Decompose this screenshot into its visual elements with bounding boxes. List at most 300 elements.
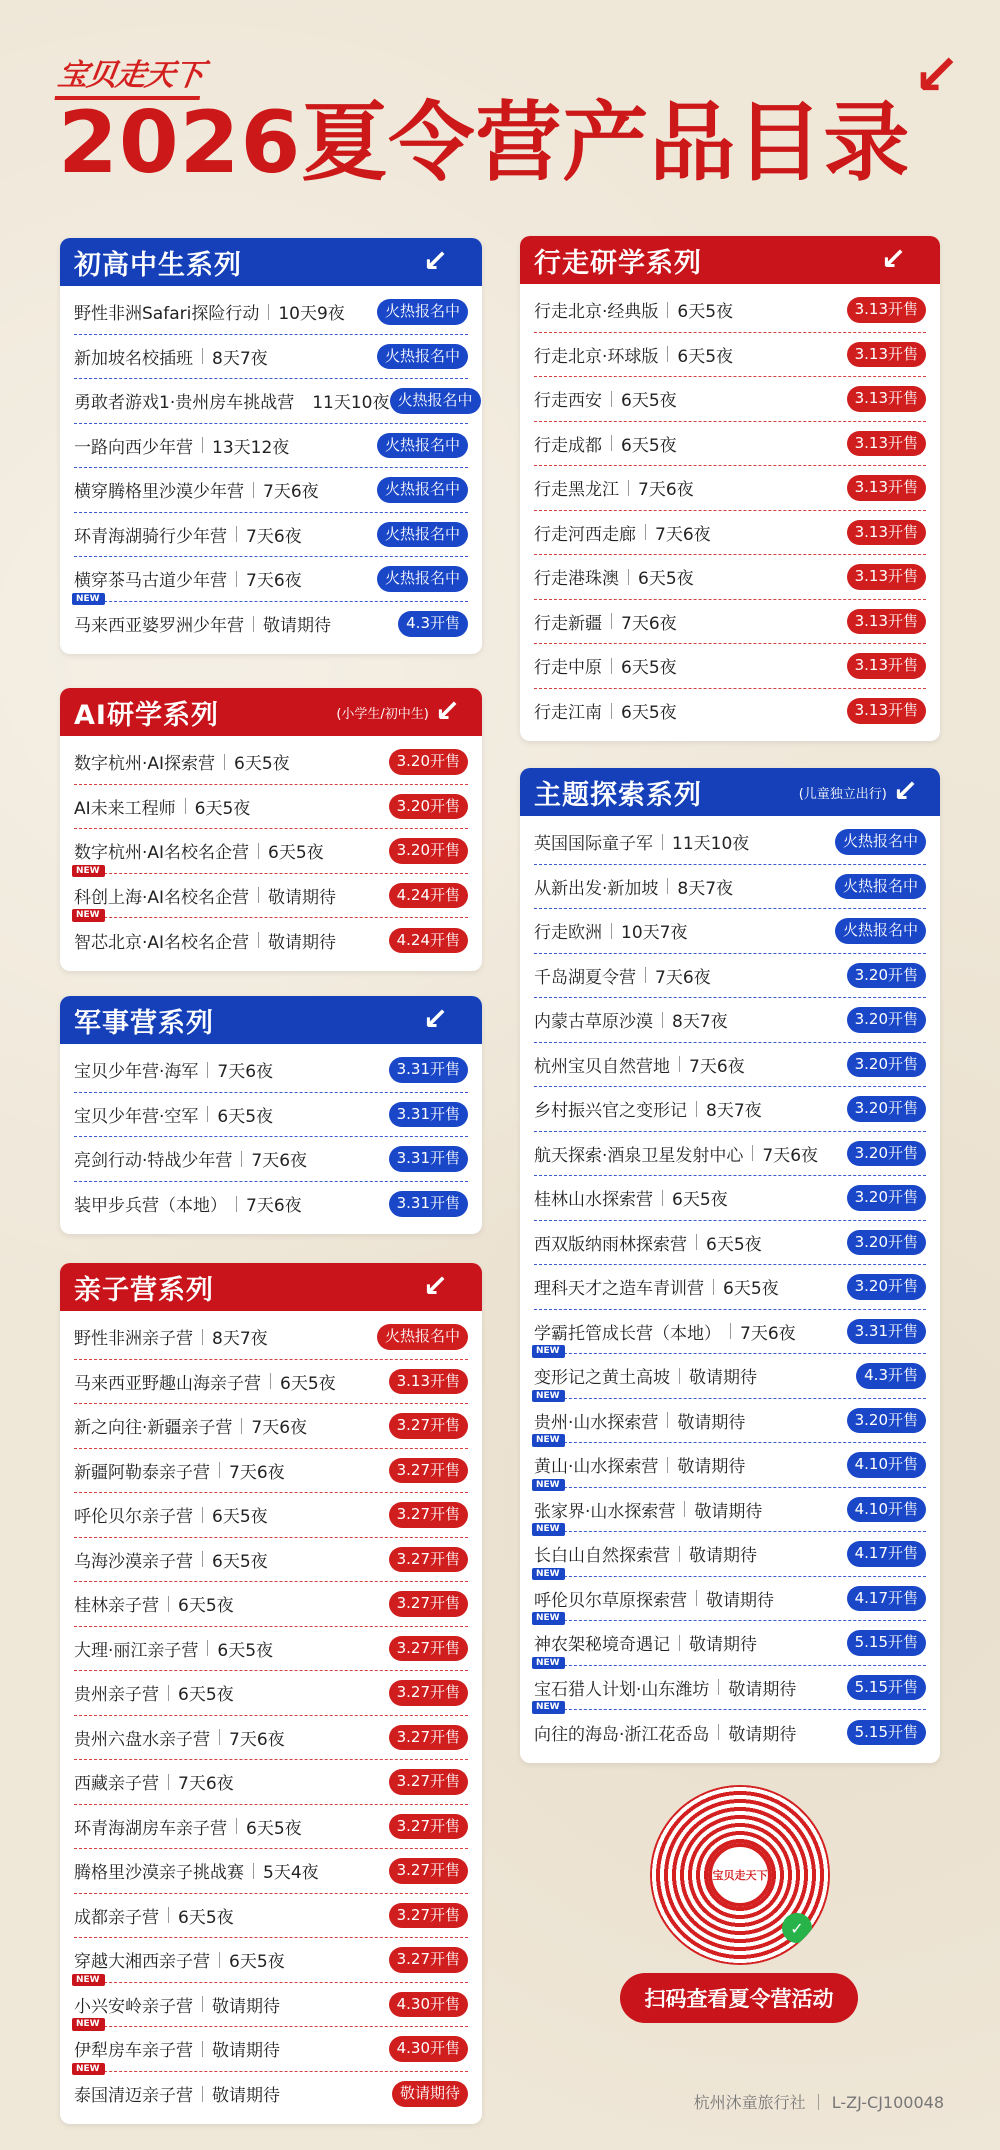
status-badge: 4.3开售 <box>398 611 468 637</box>
brand-logo: 宝贝走天下 <box>54 50 206 100</box>
section-header <box>520 236 940 284</box>
item-name: 学霸托管成长营（本地） <box>534 1323 721 1344</box>
item-duration: 7天6夜 <box>251 1151 308 1172</box>
status-badge: 3.13开售 <box>847 342 926 368</box>
item-name: 英国国际童子军 <box>534 834 653 855</box>
divider <box>219 1952 220 1968</box>
item-name: 乡村振兴官之变形记 <box>534 1101 687 1122</box>
item-name: 神农架秘境奇遇记 <box>534 1635 670 1656</box>
divider <box>258 887 259 903</box>
section-list <box>60 1311 482 2124</box>
list-item[interactable] <box>534 1176 926 1221</box>
list-item[interactable] <box>74 1974 468 2028</box>
divider <box>207 1106 208 1122</box>
item-name: 大理·丽江亲子营 <box>74 1640 199 1661</box>
item-name: 环青海湖房车亲子营 <box>74 1818 227 1839</box>
item-duration: 敬请期待 <box>728 1679 797 1700</box>
list-item[interactable] <box>534 1265 926 1310</box>
item-name: 行走北京·经典版 <box>534 302 659 323</box>
divider <box>679 1368 680 1384</box>
item-name: AI未来工程师 <box>74 798 176 819</box>
item-name: 智芯北京·AI名校名企营 <box>74 932 250 953</box>
list-item[interactable] <box>534 1613 926 1666</box>
item-name: 勇敢者游戏1·贵州房车挑战营 <box>74 393 295 414</box>
divider <box>679 1635 680 1651</box>
status-badge: 3.13开售 <box>847 297 926 323</box>
status-badge: 火热报名中 <box>377 566 468 592</box>
section-header <box>60 688 482 736</box>
status-badge: 3.27开售 <box>389 1502 468 1528</box>
new-badge: NEW <box>532 1568 565 1581</box>
list-item[interactable] <box>74 1315 468 1360</box>
list-item[interactable] <box>74 740 468 785</box>
status-badge: 3.20开售 <box>847 1274 926 1300</box>
divider <box>168 1685 169 1701</box>
item-name: 行走港珠澳 <box>534 569 619 590</box>
arrow-down-left-icon: ↙ <box>880 242 906 277</box>
list-item[interactable] <box>74 1093 468 1138</box>
item-name: 腾格里沙漠亲子挑战赛 <box>74 1863 244 1884</box>
item-name: 呼伦贝尔草原探索营 <box>534 1590 687 1611</box>
list-item[interactable] <box>74 2019 468 2072</box>
divider <box>696 1590 697 1606</box>
status-badge: 3.13开售 <box>847 520 926 546</box>
new-badge: NEW <box>72 865 105 878</box>
list-item[interactable] <box>534 998 926 1043</box>
list-item[interactable] <box>534 1346 926 1399</box>
status-badge: 3.27开售 <box>389 1413 468 1439</box>
list-item[interactable] <box>74 1760 468 1805</box>
status-badge: 火热报名中 <box>377 477 468 503</box>
divider <box>236 1818 237 1834</box>
list-item[interactable] <box>534 422 926 467</box>
divider <box>667 346 668 362</box>
list-item[interactable] <box>534 1435 926 1488</box>
item-name: 贵州六盘水亲子营 <box>74 1729 210 1750</box>
item-duration: 6天5夜 <box>706 1234 762 1255</box>
divider <box>253 1863 254 1879</box>
item-duration: 敬请期待 <box>212 1996 280 2017</box>
divider <box>168 1907 169 1923</box>
item-duration: 6天5夜 <box>677 346 734 367</box>
item-duration: 6天5夜 <box>178 1907 234 1928</box>
status-badge: 5.15开售 <box>847 1720 926 1746</box>
item-duration: 7天6夜 <box>263 482 319 503</box>
list-item[interactable] <box>534 954 926 999</box>
list-item[interactable] <box>74 1938 468 1983</box>
item-duration: 11天10夜 <box>312 393 390 414</box>
item-duration: 6天5夜 <box>621 658 677 679</box>
list-item[interactable] <box>74 557 468 602</box>
item-duration: 敬请期待 <box>263 616 331 637</box>
section-title: 军事营系列 <box>74 1007 214 1039</box>
item-name: 理科天才之造车青训营 <box>534 1279 704 1300</box>
section-header <box>60 1263 482 1311</box>
item-duration: 6天5夜 <box>268 843 324 864</box>
item-name: 张家界·山水探索营 <box>534 1501 676 1522</box>
status-badge: 4.10开售 <box>847 1452 926 1478</box>
divider <box>696 1101 697 1117</box>
status-badge: 3.20开售 <box>847 1007 926 1033</box>
list-item[interactable] <box>74 513 468 558</box>
qr-code[interactable] <box>650 1785 830 1965</box>
new-badge: NEW <box>532 1523 565 1536</box>
item-duration: 敬请期待 <box>728 1724 797 1745</box>
status-badge: 3.27开售 <box>389 1636 468 1662</box>
divider <box>645 524 646 540</box>
corner-arrow-icon: ↙ <box>913 43 960 108</box>
list-item[interactable] <box>74 1360 468 1405</box>
divider <box>202 2086 203 2102</box>
item-duration: 8天7夜 <box>677 878 734 899</box>
divider <box>207 1062 208 1078</box>
new-badge: NEW <box>72 1974 105 1987</box>
item-duration: 6天5夜 <box>723 1279 779 1300</box>
list-item[interactable] <box>74 1404 468 1449</box>
list-item[interactable] <box>74 1493 468 1538</box>
section-title: AI研学系列 <box>74 699 219 731</box>
item-duration: 8天7夜 <box>706 1101 762 1122</box>
item-duration: 6天5夜 <box>194 798 251 819</box>
item-duration: 敬请期待 <box>694 1501 763 1522</box>
divider <box>752 1145 753 1161</box>
list-item[interactable] <box>74 290 468 335</box>
arrow-down-left-icon: ↙ <box>434 694 460 729</box>
item-name: 野性非洲Safari探险行动 <box>74 304 260 325</box>
list-item[interactable] <box>534 820 926 865</box>
list-item[interactable] <box>74 1627 468 1672</box>
section-list <box>60 1044 482 1234</box>
item-duration: 6天5夜 <box>234 754 290 775</box>
status-badge: 3.27开售 <box>389 1725 468 1751</box>
divider <box>258 932 259 948</box>
section-list <box>520 816 940 1763</box>
item-name: 小兴安岭亲子营 <box>74 1996 193 2017</box>
item-duration: 8天7夜 <box>212 348 268 369</box>
status-badge: 3.20开售 <box>389 838 468 864</box>
divider <box>667 878 668 894</box>
status-badge: 3.20开售 <box>847 1096 926 1122</box>
item-name: 贵州亲子营 <box>74 1685 159 1706</box>
divider <box>268 304 269 320</box>
list-item[interactable] <box>534 909 926 954</box>
divider <box>718 1724 719 1740</box>
divider <box>662 1190 663 1206</box>
status-badge: 3.20开售 <box>847 1230 926 1256</box>
item-name: 桂林山水探索营 <box>534 1190 653 1211</box>
new-badge: NEW <box>72 593 105 606</box>
item-name: 新之向往·新疆亲子营 <box>74 1418 233 1439</box>
divider <box>219 1462 220 1478</box>
item-duration: 敬请期待 <box>212 2041 280 2062</box>
list-item[interactable] <box>74 1849 468 1894</box>
list-item[interactable] <box>74 785 468 830</box>
item-duration: 6天5夜 <box>638 569 694 590</box>
item-name: 黄山·山水探索营 <box>534 1457 659 1478</box>
item-duration: 7天6夜 <box>638 480 694 501</box>
list-item[interactable] <box>74 1048 468 1093</box>
item-name: 西双版纳雨林探索营 <box>534 1234 687 1255</box>
item-name: 行走新疆 <box>534 613 602 634</box>
list-item[interactable] <box>74 379 473 424</box>
divider <box>684 1501 685 1517</box>
item-duration: 6天5夜 <box>178 1596 234 1617</box>
item-name: 新疆阿勒泰亲子营 <box>74 1462 210 1483</box>
divider <box>611 391 612 407</box>
item-name: 横穿茶马古道少年营 <box>74 571 227 592</box>
item-name: 一路向西少年营 <box>74 437 193 458</box>
list-item[interactable] <box>74 865 468 919</box>
item-name: 行走河西走廊 <box>534 524 636 545</box>
item-name: 泰国清迈亲子营 <box>74 2086 193 2107</box>
list-item[interactable] <box>534 511 926 556</box>
list-item[interactable] <box>534 1310 926 1355</box>
list-item[interactable] <box>534 1479 926 1533</box>
status-badge: 3.20开售 <box>847 1185 926 1211</box>
list-item[interactable] <box>74 1182 468 1227</box>
divider <box>202 348 203 364</box>
new-badge: NEW <box>532 1345 565 1358</box>
status-badge: 火热报名中 <box>377 522 468 548</box>
list-item[interactable] <box>534 333 926 378</box>
item-name: 行走欧洲 <box>534 923 602 944</box>
divider <box>202 1329 203 1345</box>
new-badge: NEW <box>532 1657 565 1670</box>
item-duration: 6天5夜 <box>621 391 677 412</box>
divider <box>662 1012 663 1028</box>
list-item[interactable] <box>534 1568 926 1622</box>
divider <box>679 1056 680 1072</box>
list-item[interactable] <box>74 1805 468 1850</box>
status-badge: 3.27开售 <box>389 1858 468 1884</box>
list-item[interactable] <box>74 424 468 469</box>
divider <box>730 1323 731 1339</box>
list-item[interactable] <box>74 910 468 963</box>
divider <box>611 923 612 939</box>
list-item[interactable] <box>534 644 926 689</box>
list-item[interactable] <box>74 829 468 874</box>
status-badge: 3.13开售 <box>847 609 926 635</box>
item-name: 行走黑龙江 <box>534 480 619 501</box>
new-badge: NEW <box>72 909 105 922</box>
status-badge: 火热报名中 <box>377 1324 468 1350</box>
item-name: 内蒙古草原沙漠 <box>534 1012 653 1033</box>
arrow-down-left-icon: ↙ <box>422 244 448 279</box>
item-name: 横穿腾格里沙漠少年营 <box>74 482 244 503</box>
divider <box>667 1457 668 1473</box>
status-badge: 4.17开售 <box>847 1586 926 1612</box>
status-badge: 3.13开售 <box>847 653 926 679</box>
list-item[interactable] <box>534 1043 926 1088</box>
list-item[interactable] <box>534 1524 926 1577</box>
item-name: 数字杭州·AI名校名企营 <box>74 843 250 864</box>
divider <box>667 1412 668 1428</box>
item-duration: 8天7夜 <box>672 1012 728 1033</box>
status-badge: 3.13开售 <box>847 431 926 457</box>
scan-qr-button[interactable]: 扫码查看夏令营活动 <box>620 1973 858 2023</box>
list-item[interactable] <box>534 865 926 910</box>
list-item[interactable] <box>74 2063 468 2117</box>
section-title: 主题探索系列 <box>534 779 702 811</box>
item-name: 亮剑行动·特战少年营 <box>74 1151 233 1172</box>
status-badge: 4.30开售 <box>389 1992 468 2018</box>
item-name: 野性非洲亲子营 <box>74 1329 193 1350</box>
divider <box>611 435 612 451</box>
item-duration: 7天6夜 <box>251 1418 308 1439</box>
list-item[interactable] <box>534 1221 926 1266</box>
list-item[interactable] <box>74 1894 468 1939</box>
section-header <box>60 238 482 286</box>
divider <box>202 437 203 453</box>
item-duration: 6天5夜 <box>677 302 734 323</box>
new-badge: NEW <box>532 1701 565 1714</box>
list-item[interactable] <box>74 1582 468 1627</box>
section-header <box>60 996 482 1044</box>
status-badge: 3.20开售 <box>847 963 926 989</box>
item-name: 行走成都 <box>534 435 602 456</box>
list-item[interactable] <box>534 1390 926 1444</box>
new-badge: NEW <box>532 1612 565 1625</box>
list-item[interactable] <box>534 555 926 600</box>
status-badge: 火热报名中 <box>390 388 481 414</box>
item-duration: 7天6夜 <box>621 613 677 634</box>
item-duration: 敬请期待 <box>689 1546 757 1567</box>
item-duration: 7天6夜 <box>740 1323 796 1344</box>
status-badge: 3.13开售 <box>847 386 926 412</box>
divider <box>258 843 259 859</box>
page-title: 2026夏令营产品目录 <box>58 93 911 193</box>
item-name: 杭州宝贝自然营地 <box>534 1056 670 1077</box>
status-badge: 3.20开售 <box>389 749 468 775</box>
divider <box>202 1551 203 1567</box>
item-name: 贵州·山水探索营 <box>534 1412 659 1433</box>
item-duration: 7天6夜 <box>217 1062 274 1083</box>
item-duration: 10天9夜 <box>278 304 345 325</box>
status-badge: 4.10开售 <box>847 1497 926 1523</box>
section-list <box>60 736 482 971</box>
item-name: 穿越大湘西亲子营 <box>74 1952 210 1973</box>
list-item[interactable] <box>74 468 468 513</box>
status-badge: 火热报名中 <box>835 874 926 900</box>
section-list <box>60 286 482 654</box>
divider <box>202 1996 203 2012</box>
arrow-down-left-icon: ↙ <box>892 774 918 809</box>
list-item[interactable] <box>534 466 926 511</box>
item-duration: 敬请期待 <box>677 1457 746 1478</box>
status-badge: 3.31开售 <box>389 1057 468 1083</box>
status-badge: 3.27开售 <box>389 1591 468 1617</box>
item-name: 马来西亚野趣山海亲子营 <box>74 1373 261 1394</box>
list-item[interactable] <box>534 1657 926 1711</box>
status-badge: 5.15开售 <box>847 1675 926 1701</box>
item-name: 成都亲子营 <box>74 1907 159 1928</box>
section-theme <box>520 768 940 1763</box>
status-badge: 3.13开售 <box>847 698 926 724</box>
list-item[interactable] <box>534 600 926 645</box>
list-item[interactable] <box>74 335 468 380</box>
list-item[interactable] <box>74 593 468 647</box>
divider <box>253 482 254 498</box>
list-item[interactable] <box>74 1137 468 1182</box>
new-badge: NEW <box>72 2063 105 2076</box>
status-badge: 3.20开售 <box>847 1052 926 1078</box>
divider <box>713 1279 714 1295</box>
divider <box>236 571 237 587</box>
divider <box>168 1596 169 1612</box>
qr-logo: 宝贝走天下 <box>708 1843 772 1907</box>
divider <box>241 1151 242 1167</box>
item-duration: 敬请期待 <box>706 1590 774 1611</box>
section-title: 亲子营系列 <box>74 1274 214 1306</box>
item-name: 行走中原 <box>534 658 602 679</box>
status-badge: 3.20开售 <box>847 1408 926 1434</box>
list-item[interactable] <box>534 1132 926 1177</box>
item-name: 从新出发·新加坡 <box>534 878 659 899</box>
section-ai <box>60 688 482 971</box>
list-item[interactable] <box>534 377 926 422</box>
item-duration: 6天5夜 <box>672 1190 728 1211</box>
divider <box>667 302 668 318</box>
list-item[interactable] <box>74 1671 468 1716</box>
list-item[interactable] <box>534 288 926 333</box>
status-badge: 3.27开售 <box>389 1458 468 1484</box>
item-name: 行走北京·环球版 <box>534 346 659 367</box>
item-name: 宝石猎人计划·山东潍坊 <box>534 1679 710 1700</box>
status-badge: 火热报名中 <box>835 829 926 855</box>
item-name: 西藏亲子营 <box>74 1774 159 1795</box>
new-badge: NEW <box>532 1479 565 1492</box>
item-name: 环青海湖骑行少年营 <box>74 526 227 547</box>
item-duration: 6天5夜 <box>280 1373 336 1394</box>
list-item[interactable] <box>534 689 926 734</box>
item-duration: 8天7夜 <box>212 1329 268 1350</box>
status-badge: 火热报名中 <box>377 433 468 459</box>
item-name: 变形记之黄土高坡 <box>534 1368 670 1389</box>
divider <box>241 1418 242 1434</box>
item-duration: 敬请期待 <box>689 1635 757 1656</box>
item-duration: 13天12夜 <box>212 437 290 458</box>
status-badge: 火热报名中 <box>835 918 926 944</box>
status-badge: 火热报名中 <box>377 299 468 325</box>
item-duration: 6天5夜 <box>178 1685 234 1706</box>
new-badge: NEW <box>72 2018 105 2031</box>
divider <box>253 616 254 632</box>
section-walking <box>520 236 940 741</box>
list-item[interactable] <box>74 1449 468 1494</box>
status-badge: 3.20开售 <box>847 1141 926 1167</box>
item-name: 装甲步兵营（本地） <box>74 1196 227 1217</box>
qr-pattern <box>650 1785 830 1965</box>
status-badge: 3.27开售 <box>389 1903 468 1929</box>
status-badge: 3.31开售 <box>389 1191 468 1217</box>
item-duration: 7天6夜 <box>229 1729 285 1750</box>
list-item[interactable] <box>534 1702 926 1755</box>
list-item[interactable] <box>74 1716 468 1761</box>
new-badge: NEW <box>532 1390 565 1403</box>
item-name: 呼伦贝尔亲子营 <box>74 1507 193 1528</box>
divider <box>628 569 629 585</box>
item-duration: 7天6夜 <box>762 1145 819 1166</box>
item-duration: 敬请期待 <box>689 1368 757 1389</box>
divider <box>202 1507 203 1523</box>
item-name: 桂林亲子营 <box>74 1596 159 1617</box>
item-duration: 7天6夜 <box>655 967 711 988</box>
list-item[interactable] <box>534 1087 926 1132</box>
divider <box>611 658 612 674</box>
item-duration: 6天5夜 <box>621 703 677 724</box>
divider <box>168 1774 169 1790</box>
list-item[interactable] <box>74 1538 468 1583</box>
